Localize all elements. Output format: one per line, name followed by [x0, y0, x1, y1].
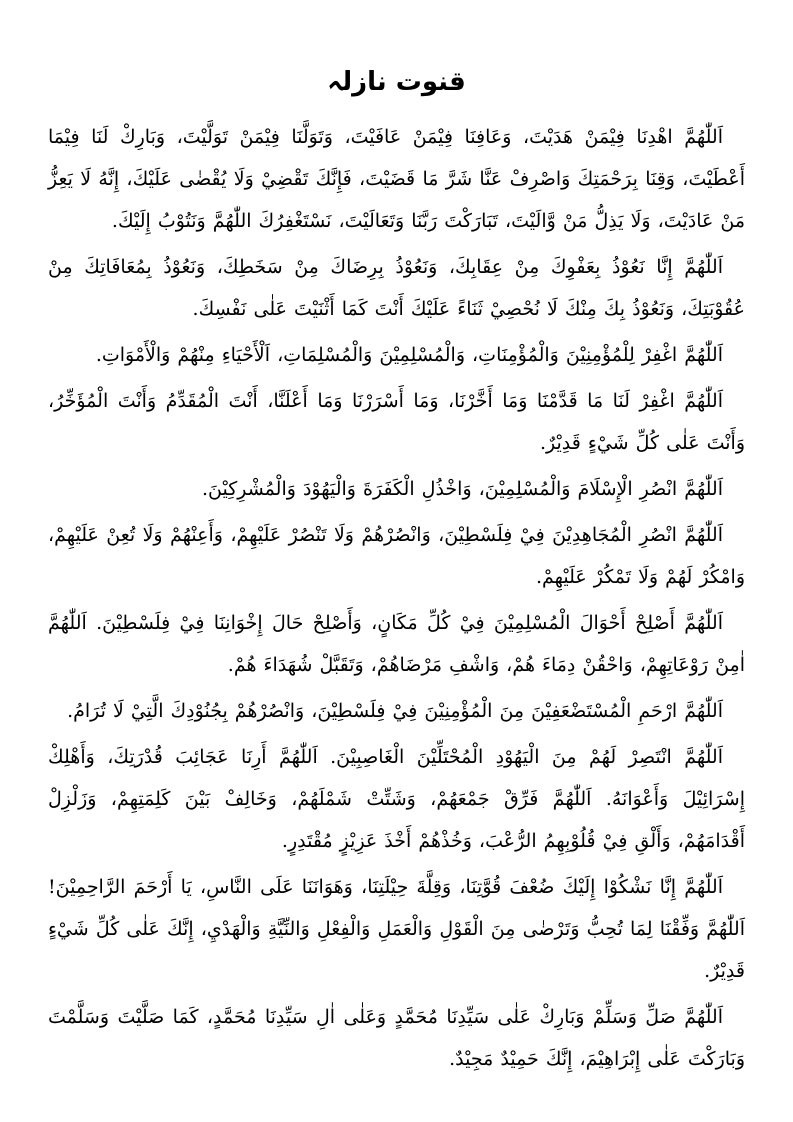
paragraph-forgive-us: اَللّٰهُمَّ اغْفِرْ لَنَا مَا قَدَّمْنَا وَمَا أَخَّرْنَا، وَمَا أَسْرَرْنَا وَمَا أَعْلَنَّا، أَنْتَ الْمُقَدِّمُ وَأَنْتَ الْمُؤَخِّرُ، وَأَنْتَ عَلٰى كُلِّ شَيْءٍ قَدِيْرٌ.	[48, 390, 745, 454]
paragraph-victory: اَللّٰهُمَّ انْتَصِرْ لَهُمْ مِنَ الْيَهُوْدِ الْمُحْتَلِّيْنَ الْغَاصِبِيْنَ. اَللّٰهُمَّ أَرِنَا عَجَائِبَ قُدْرَتِكَ، وَأَهْلِكْ إِسْرَائِيْلَ وَأَعْوَانَهُ. اَللّٰهُمَّ فَرِّقْ جَمْعَهُمْ، وَشَتِّتْ شَمْلَهُمْ، وَخَالِفْ بَيْنَ كَلِمَتِهِمْ، وَزَلْزِلْ أَقْدَامَهُمْ، وَأَلْقِ فِيْ قُلُوْبِهِمُ الرُّعْبَ، وَخُذْهُمْ أَخْذَ عَزِيْزٍ مُقْتَدِرٍ.	[48, 746, 745, 852]
paragraph-forgive-believers: اَللّٰهُمَّ اغْفِرْ لِلْمُؤْمِنِيْنَ وَالْمُؤْمِنَاتِ، وَالْمُسْلِمِيْنَ وَالْمُسْلِمَاتِ، اَلْأَحْيَاءِ مِنْهُمْ وَالْأَمْوَاتِ.	[95, 344, 723, 366]
paragraph-support-islam: اَللّٰهُمَّ انْصُرِ الْإِسْلَامَ وَالْمُسْلِمِيْنَ، وَاخْذُلِ الْكَفَرَةَ وَالْيَهُوْدَ وَالْمُشْرِكِيْنَ.	[201, 478, 723, 500]
paragraph-durood: اَللّٰهُمَّ صَلِّ وَسَلِّمْ وَبَارِكْ عَلٰى سَيِّدِنَا مُحَمَّدٍ وَعَلٰى اٰلِ سَيِّدِنَا مُحَمَّدٍ، كَمَا صَلَّيْتَ وَسَلَّمْتَ وَبَارَكْتَ عَلٰى إِبْرَاهِيْمَ، إِنَّكَ حَمِيْدٌ مَجِيْدٌ.	[48, 1006, 745, 1070]
paragraph-complaint: اَللّٰهُمَّ إِنَّا نَشْكُوْا إِلَيْكَ ضُعْفَ قُوَّتِنَا، وَقِلَّةَ حِيْلَتِنَا، وَهَوَانَنَا عَلَى النَّاسِ، يَا أَرْحَمَ الرَّاحِمِيْنَ! اَللّٰهُمَّ وَفِّقْنَا لِمَا تُحِبُّ وَتَرْضٰى مِنَ الْقَوْلِ وَالْعَمَلِ وَالْفِعْلِ وَالنِّيَّةِ وَالْهَدْيِ، إِنَّكَ عَلٰى كُلِّ شَيْءٍ قَدِيْرٌ.	[48, 876, 745, 982]
document-title: قنوت نازلہ	[327, 67, 466, 97]
paragraph-support-mujahideen: اَللّٰهُمَّ انْصُرِ الْمُجَاهِدِيْنَ فِيْ فِلَسْطِيْنَ، وَانْصُرْهُمْ وَلَا تَنْصُرْ عَلَيْهِمْ، وَأَعِنْهُمْ وَلَا تُعِنْ عَلَيْهِمْ، وَامْكُرْ لَهُمْ وَلَا تَمْكُرْ عَلَيْهِمْ.	[48, 524, 745, 588]
paragraph-qunoot-witr: اَللّٰهُمَّ اهْدِنَا فِيْمَنْ هَدَيْتَ، وَعَافِنَا فِيْمَنْ عَافَيْتَ، وَتَوَلَّنَا فِيْمَنْ تَوَلَّيْتَ، وَبَارِكْ لَنَا فِيْمَا أَعْطَيْتَ، وَقِنَا بِرَحْمَتِكَ وَاصْرِفْ عَنَّا شَرَّ مَا قَضَيْتَ، فَإِنَّكَ تَقْضِيْ وَلَا يُقْضٰى عَلَيْكَ، إِنَّهُ لَا يَعِزُّ مَنْ عَادَيْتَ، وَلَا يَذِلُّ مَنْ وَّالَيْتَ، تَبَارَكْتَ رَبَّنَا وَتَعَالَيْتَ، نَسْتَغْفِرُكَ اللّٰهُمَّ وَنَتُوْبُ إِلَيْكَ.	[48, 126, 746, 232]
paragraph-mercy-weak: اَللّٰهُمَّ ارْحَمِ الْمُسْتَضْعَفِيْنَ مِنَ الْمُؤْمِنِيْنَ فِيْ فِلَسْطِيْنَ، وَانْصُرْهُمْ بِجُنُوْدِكَ الَّتِيْ لَا تُرَامُ.	[67, 700, 723, 722]
paragraph-refuge: اَللّٰهُمَّ إِنَّا نَعُوْذُ بِعَفْوِكَ مِنْ عِقَابِكَ، وَنَعُوْذُ بِرِضَاكَ مِنْ سَخَطِكَ، وَنَعُوْذُ بِمُعَافَاتِكَ مِنْ عُقُوْبَتِكَ، وَنَعُوْذُ بِكَ مِنْكَ لَا نُحْصِيْ ثَنَاءً عَلَيْكَ أَنْتَ كَمَا أَثْنَيْتَ عَلٰى نَفْسِكَ.	[48, 256, 745, 320]
paragraph-rectify-affairs: اَللّٰهُمَّ أَصْلِحْ أَحْوَالَ الْمُسْلِمِيْنَ فِيْ كُلِّ مَكَانٍ، وَأَصْلِحْ حَالَ إِخْوَانِنَا فِيْ فِلَسْطِيْنَ. اَللّٰهُمَّ اٰمِنْ رَوْعَاتِهِمْ، وَاحْقُنْ دِمَاءَ هُمْ، وَاشْفِ مَرْضَاهُمْ، وَتَقَبَّلْ شُهَدَاءَ هُمْ.	[48, 612, 745, 676]
